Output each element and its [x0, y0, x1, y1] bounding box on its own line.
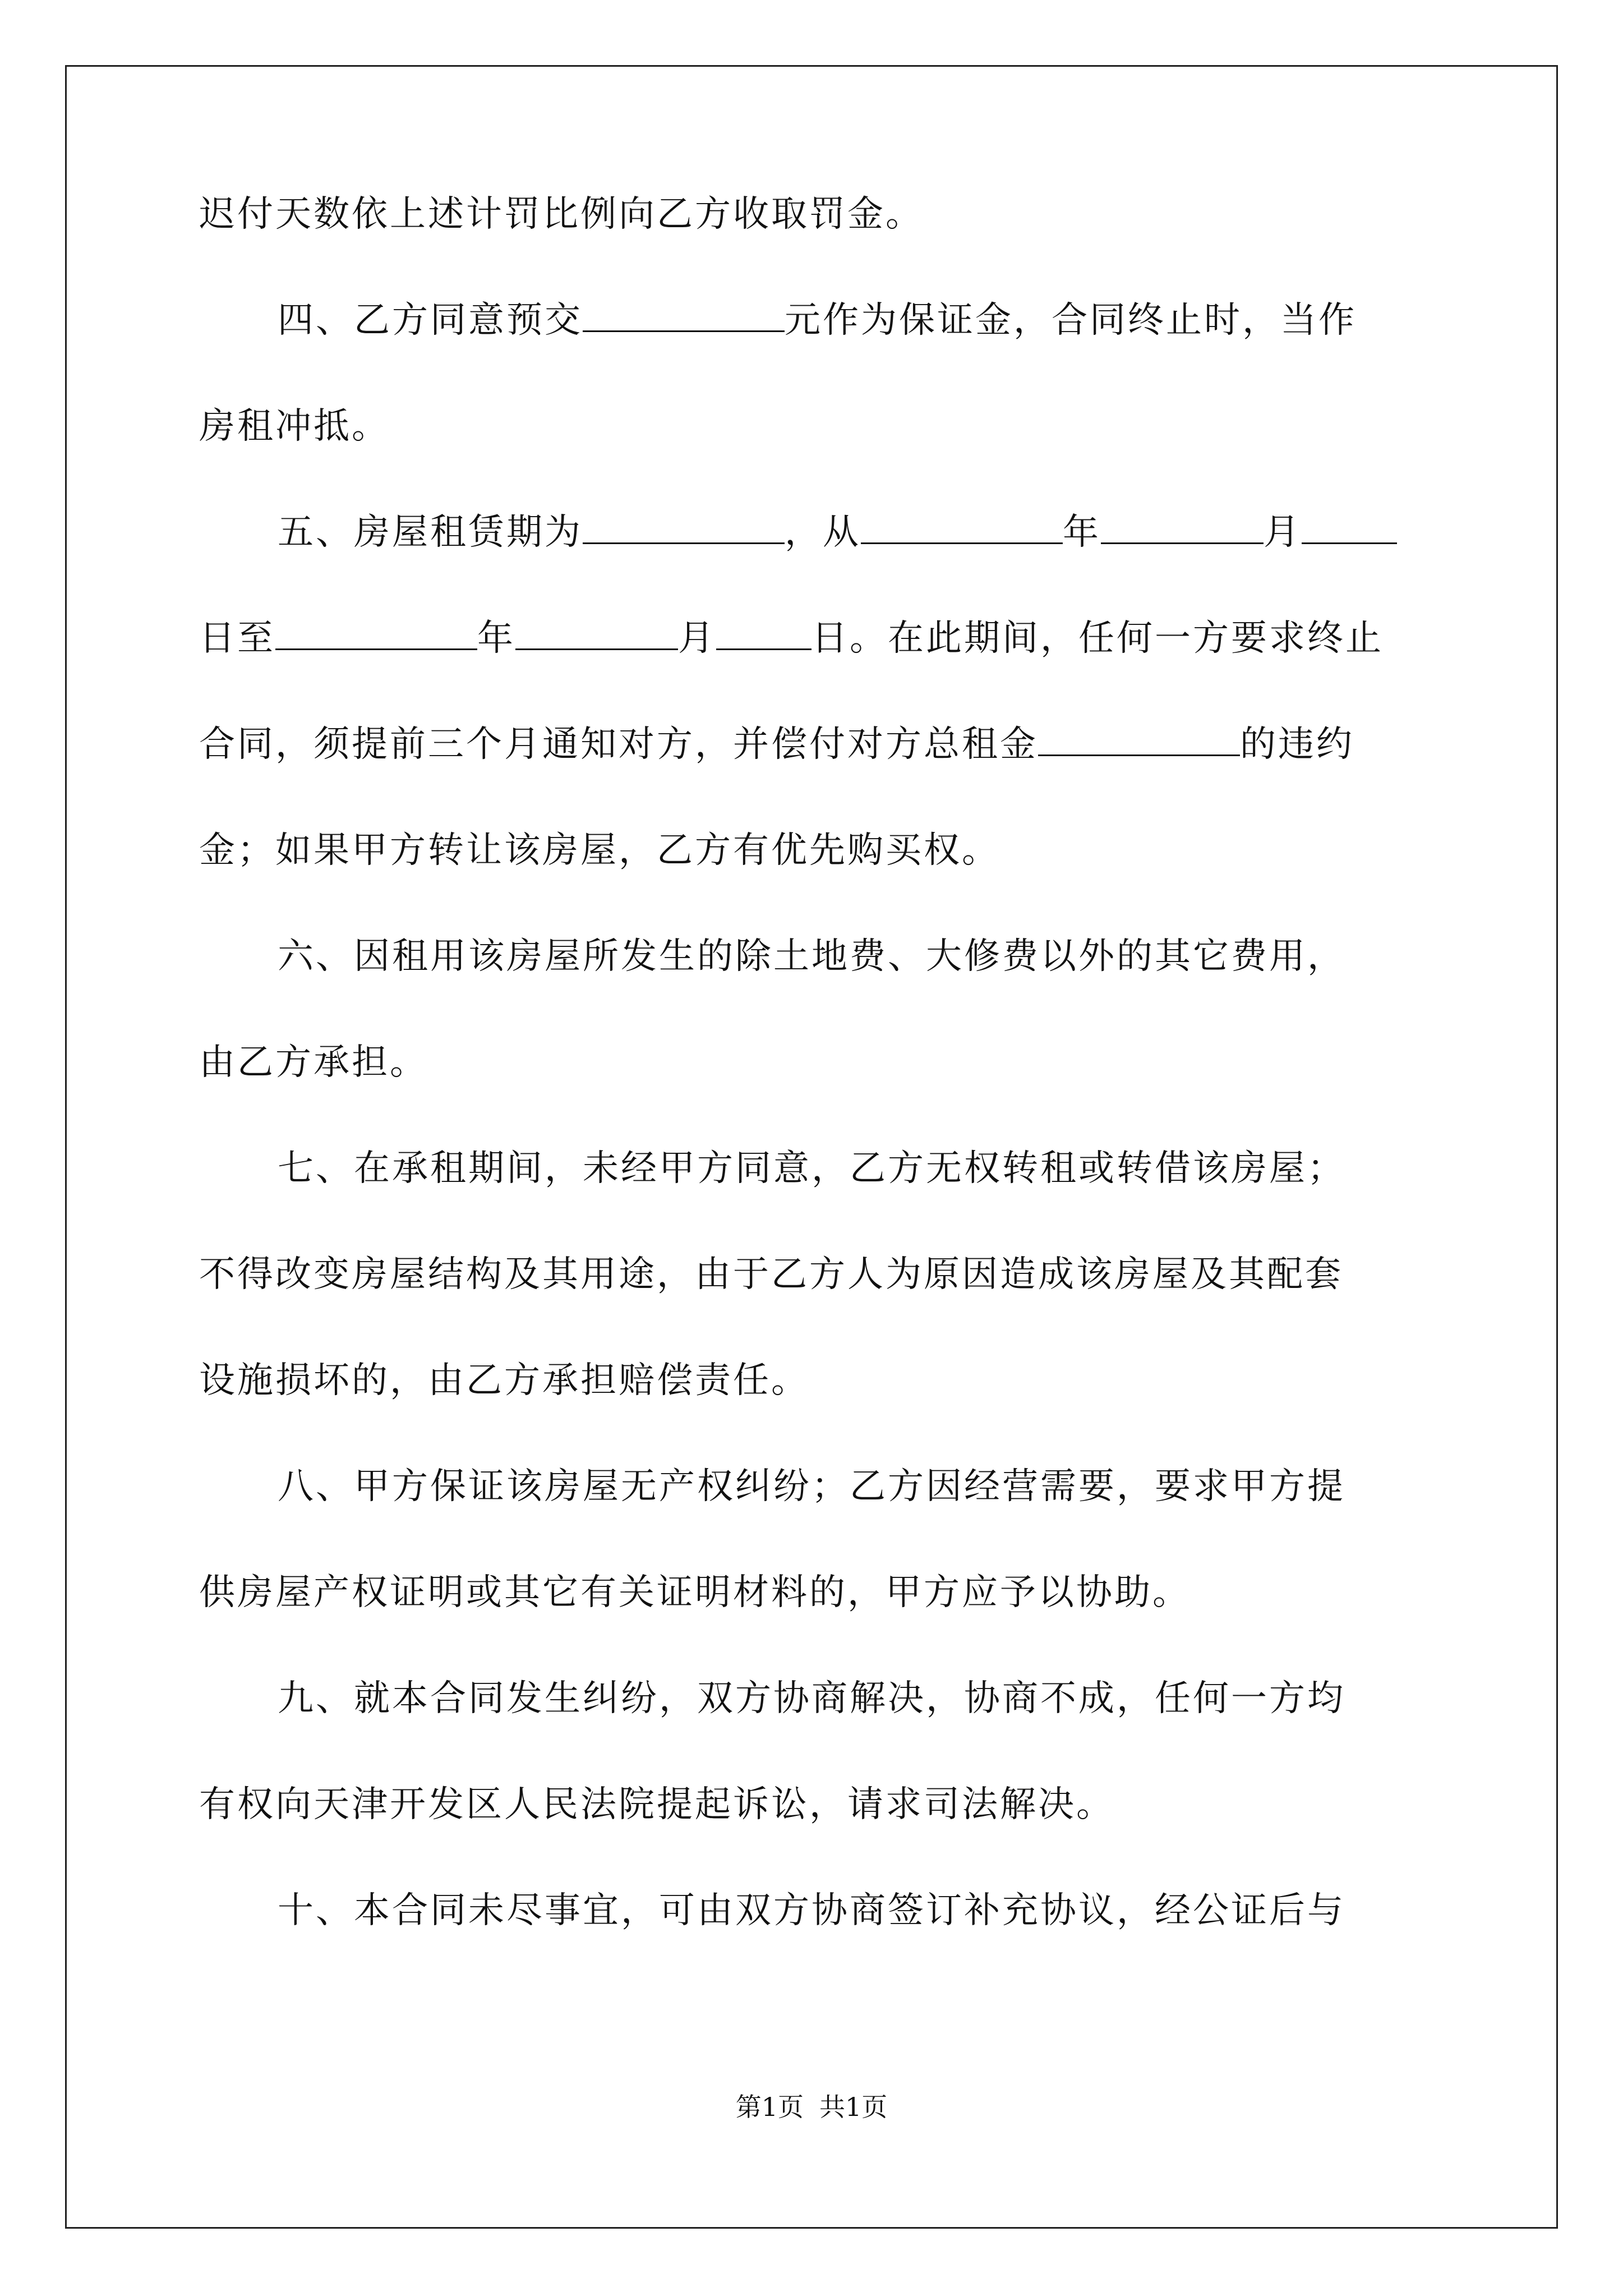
text-run: 元作为保证金，合同终止时，当作 [785, 300, 1357, 341]
page-number: 第1页 [735, 2092, 804, 2122]
text-run: 月 [678, 618, 716, 659]
text-line [199, 1460, 1433, 1513]
text-line [199, 1142, 1433, 1195]
fill-blank [1038, 721, 1240, 756]
document-body [199, 188, 1433, 1990]
text-line [199, 718, 1433, 771]
fill-blank [1101, 509, 1264, 544]
fill-blank [1302, 509, 1397, 544]
text-run: 年 [1063, 512, 1101, 553]
text-run: 日。在此期间，任何一方要求终止 [811, 618, 1384, 659]
text-run: 金；如果甲方转让该房屋，乙方有优先购买权。 [199, 830, 1000, 871]
text-run: 合同，须提前三个月通知对方，并偿付对方总租金 [199, 724, 1038, 765]
text-run: 七、在承租期间，未经甲方同意，乙方无权转租或转借该房屋； [278, 1148, 1345, 1189]
text-run: 四、乙方同意预交 [278, 300, 583, 341]
fill-blank [583, 509, 785, 544]
text-run: 迟付天数依上述计罚比例向乙方收取罚金。 [199, 194, 924, 235]
text-line [199, 1354, 1433, 1407]
text-run: 十、本合同未尽事宜，可由双方协商签订补充协议，经公证后与 [278, 1890, 1345, 1931]
fill-blank [861, 509, 1063, 544]
fill-blank [275, 615, 477, 650]
page-total: 共1页 [819, 2092, 888, 2122]
text-run: 日至 [199, 618, 275, 659]
text-run: 不得改变房屋结构及其用途，由于乙方人为原因造成该房屋及其配套 [199, 1254, 1343, 1295]
text-run: ，从 [785, 512, 861, 553]
text-run: 供房屋产权证明或其它有关证明材料的，甲方应予以协助。 [199, 1572, 1191, 1613]
text-run: 房租冲抵。 [199, 406, 390, 447]
text-run: 月 [1264, 512, 1302, 553]
text-line [199, 930, 1433, 983]
text-run: 年 [477, 618, 515, 659]
text-run: 五、房屋租赁期为 [278, 512, 583, 553]
text-line [199, 400, 1433, 453]
page-footer [0, 2090, 1623, 2124]
fill-blank [515, 615, 678, 650]
text-line [199, 824, 1433, 877]
text-line [199, 612, 1433, 665]
text-line [199, 1672, 1433, 1725]
text-line [199, 188, 1433, 241]
text-line [199, 506, 1433, 559]
text-line [199, 1778, 1433, 1831]
text-line [199, 1036, 1433, 1089]
text-run: 的违约 [1240, 724, 1354, 765]
fill-blank [583, 297, 785, 332]
text-run: 九、就本合同发生纠纷，双方协商解决，协商不成，任何一方均 [278, 1678, 1345, 1719]
text-run: 由乙方承担。 [199, 1042, 428, 1083]
text-line [199, 1884, 1433, 1937]
text-line [199, 294, 1433, 347]
text-line [199, 1566, 1433, 1619]
fill-blank [716, 615, 811, 650]
text-run: 六、因租用该房屋所发生的除土地费、大修费以外的其它费用， [278, 936, 1345, 977]
text-line [199, 1248, 1433, 1301]
text-run: 八、甲方保证该房屋无产权纠纷；乙方因经营需要，要求甲方提 [278, 1466, 1345, 1507]
text-run: 设施损坏的，由乙方承担赔偿责任。 [199, 1360, 809, 1401]
text-run: 有权向天津开发区人民法院提起诉讼，请求司法解决。 [199, 1784, 1114, 1825]
